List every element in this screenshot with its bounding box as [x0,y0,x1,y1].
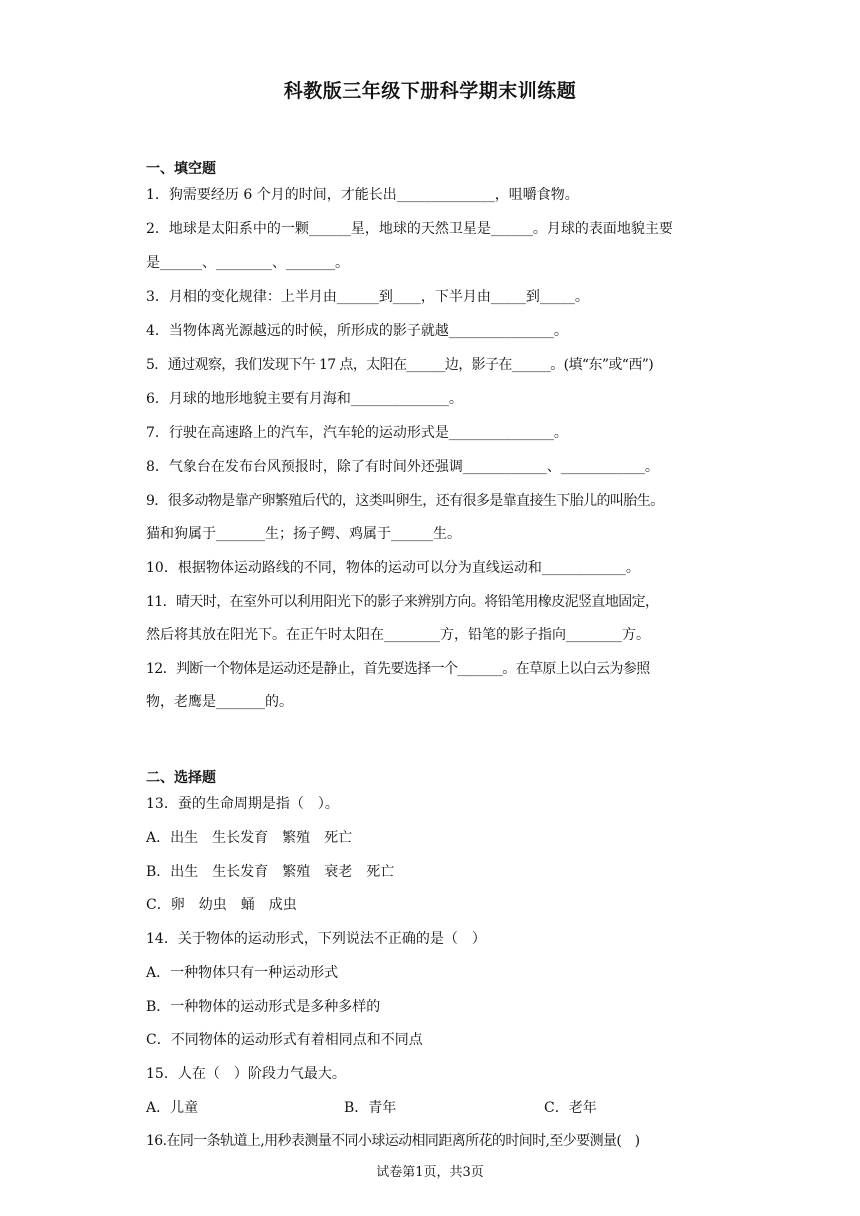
question-line: 6．月球的地形地貌主要有月海和______________。 [146,391,463,407]
section-heading-fill-blank: 一、填空题 [146,161,216,177]
question-line: 16.在同一条轨道上,用秒表测量不同小球运动相同距离所花的时间时,至少要测量( ) [146,1133,640,1149]
question-line: 猫和狗属于_______生；扬子鳄、鸡属于______生。 [146,526,461,542]
option-line: C．不同物体的运动形式有着相同点和不同点 [146,1032,423,1048]
question-line: 14．关于物体的运动形式，下列说法不正确的是（ ） [146,931,486,947]
question-line: 15．人在（ ）阶段力气最大。 [146,1066,346,1082]
option-line: A．儿童 [146,1100,199,1116]
option-line: B．一种物体的运动形式是多种多样的 [146,999,381,1015]
option-line: B．青年 [344,1100,397,1116]
question-line: 9．很多动物是靠产卵繁殖后代的，这类叫卵生，还有很多是靠直接生下胎儿的叫胎生。 [146,493,664,509]
option-line: A．一种物体只有一种运动形式 [146,965,339,981]
question-line: 8．气象台在发布台风预报时，除了有时间外还强调____________、____________。 [146,459,659,475]
question-line: 3．月相的变化规律：上半月由______到____，下半月由_____到_____。 [146,289,589,305]
question-line: 是______、________、_______。 [146,255,349,271]
option-line: B．出生 生长发育 繁殖 衰老 死亡 [146,864,395,880]
option-line: A．出生 生长发育 繁殖 死亡 [146,830,353,846]
question-line: 10．根据物体运动路线的不同，物体的运动可以分为直线运动和____________。 [146,560,640,576]
question-line: 11．晴天时，在室外可以利用阳光下的影子来辨别方向。将铅笔用橡皮泥竖直地固定， [146,594,659,610]
page-footer: 试卷第1页，共3页 [376,1165,484,1180]
question-line: 4．当物体离光源越远的时候，所形成的影子就越_______________。 [146,323,568,339]
question-line: 1．狗需要经历 6 个月的时间，才能长出______________，咀嚼食物。 [146,187,579,203]
section-heading-multiple-choice: 二、选择题 [146,770,216,786]
question-line: 物，老鹰是_______的。 [146,694,293,710]
page-title: 科教版三年级下册科学期末训练题 [283,80,577,102]
option-line: C．卵 幼虫 蛹 成虫 [146,897,297,913]
question-line: 5．通过观察，我们发现下午 17 点，太阳在______边，影子在______。(填“东”或“西”) [146,357,654,373]
question-line: 13．蚕的生命周期是指（ ）。 [146,796,339,812]
question-line: 7．行驶在高速路上的汽车，汽车轮的运动形式是_______________。 [146,425,568,441]
question-line: 12．判断一个物体是运动还是静止，首先要选择一个_______。在草原上以白云为参照 [146,661,650,677]
option-line: C．老年 [544,1100,597,1116]
question-line: 2．地球是太阳系中的一颗______星，地球的天然卫星是______。月球的表面地貌主要 [146,221,673,237]
question-line: 然后将其放在阳光下。在正午时太阳在________方，铅笔的影子指向________方。 [146,627,650,643]
